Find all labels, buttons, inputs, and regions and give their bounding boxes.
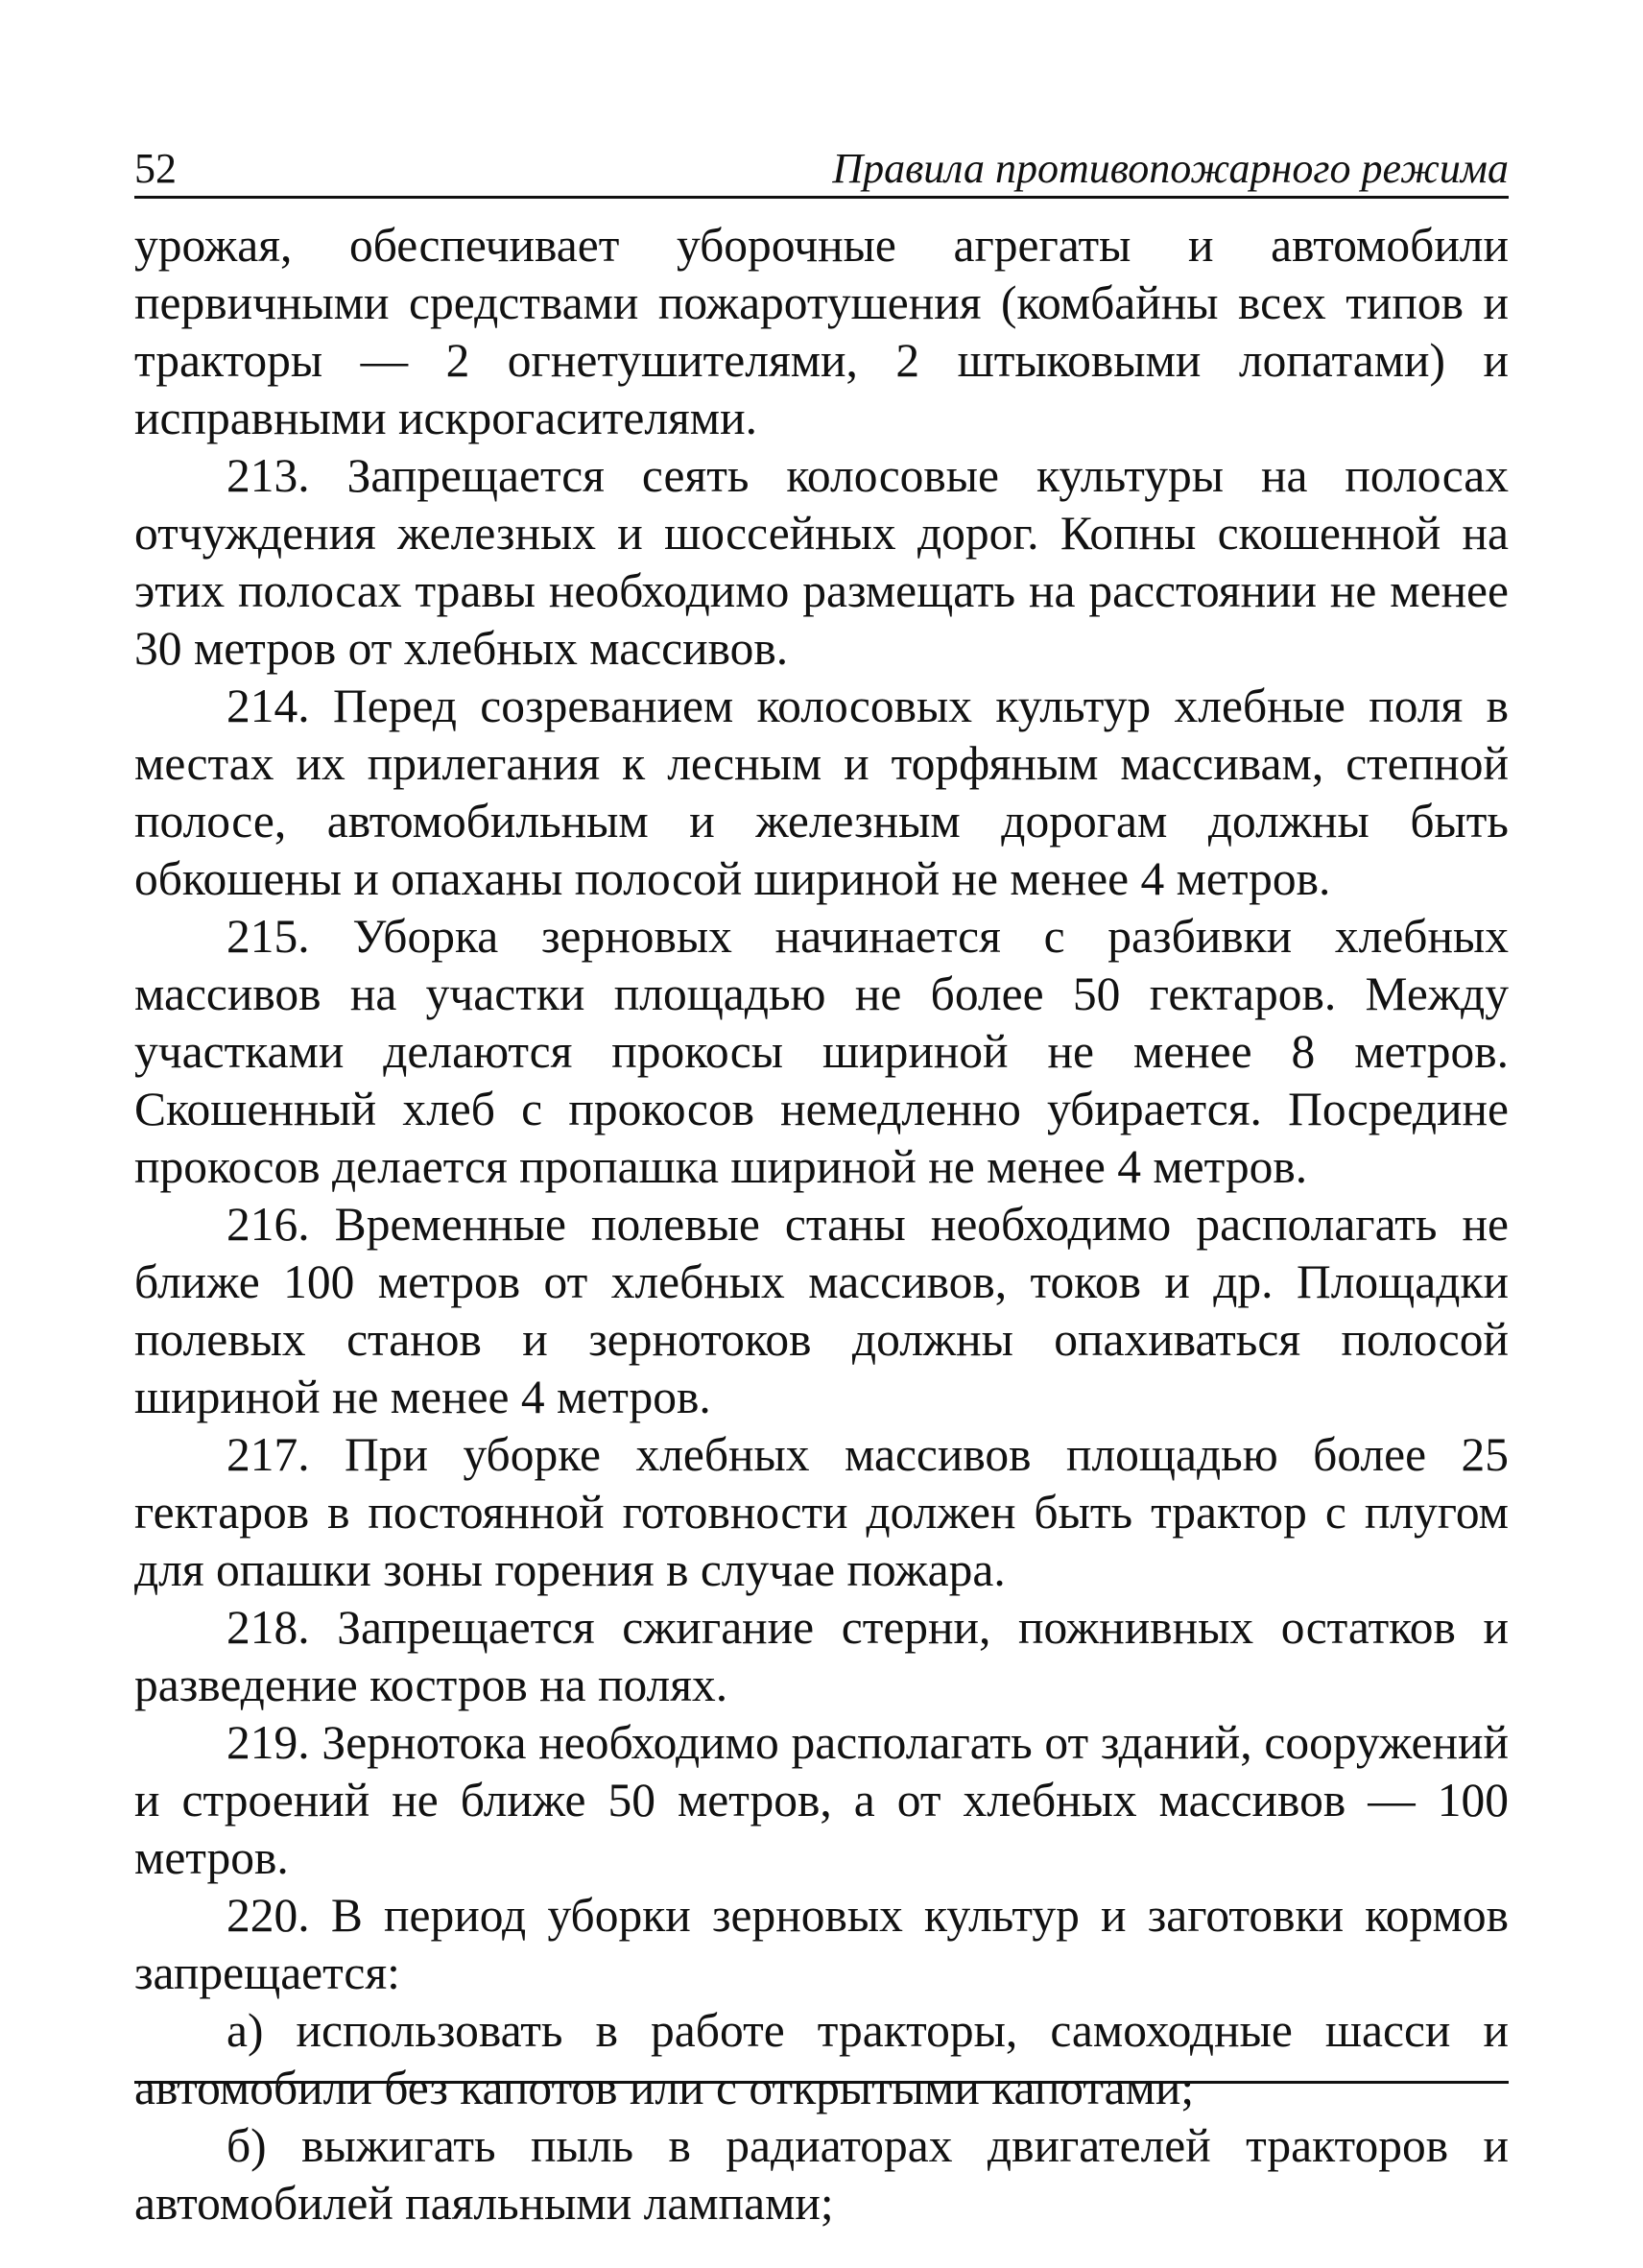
running-title: Правила противопожарного режима [832, 145, 1509, 192]
paragraph-220: 220. В период уборки зерновых культур и заготовки кормов запрещается: [134, 1889, 1509, 1999]
paragraph-217: 217. При уборке хлебных массивов площадью более 25 гектаров в постоянной готовности должен быть трактор с плугом для опашки зоны горения в случае пожара. [134, 1428, 1509, 1596]
footer-rule [134, 2081, 1509, 2084]
paragraph-213: 213. Запрещается сеять колосовые культуры на полосах отчуждения железных и шоссейных дорог. Копны скошенной на этих полосах травы необходимо размещать на расстоянии не менее 30 метров от хлебных массивов. [134, 449, 1509, 675]
list-item-b: б) выжигать пыль в радиаторах двигателей тракторов и автомобилей паяльными лампами; [134, 2119, 1509, 2230]
body-text [134, 217, 1509, 2232]
page-number: 52 [134, 145, 177, 192]
document-page [134, 0, 1509, 2268]
paragraph-218: 218. Запрещается сжигание стерни, пожнивных остатков и разведение костров на полях. [134, 1601, 1509, 1711]
running-header [134, 142, 1509, 199]
paragraph-continuation: урожая, обеспечивает уборочные агрегаты и автомобили первичными средствами пожаротушения (комбайны всех типов и тракторы — 2 огнетушителями, 2 штыковыми лопатами) и исправными искрогасителями. [134, 219, 1509, 444]
list-item-a: а) использовать в работе тракторы, самоходные шасси и автомобили без капотов или с открытыми капотами; [134, 2004, 1509, 2114]
paragraph-219: 219. Зернотока необходимо располагать от зданий, сооружений и строений не ближе 50 метров, а от хлебных массивов — 100 метров. [134, 1716, 1509, 1884]
paragraph-216: 216. Временные полевые станы необходимо располагать не ближе 100 метров от хлебных массивов, токов и др. Площадки полевых станов и зернотоков должны опахиваться полосой шириной не менее 4 метров. [134, 1198, 1509, 1423]
paragraph-215: 215. Уборка зерновых начинается с разбивки хлебных массивов на участки площадью не более 50 гектаров. Между участками делаются прокосы шириной не менее 8 метров. Скошенный хлеб с прокосов немедленно убирается. Посредине прокосов делается пропашка шириной не менее 4 метров. [134, 910, 1509, 1193]
paragraph-214: 214. Перед созреванием колосовых культур хлебные поля в местах их прилегания к лесным и торфяным массивам, степной полосе, автомобильным и железным дорогам должны быть обкошены и опаханы полосой шириной не менее 4 метров. [134, 680, 1509, 905]
